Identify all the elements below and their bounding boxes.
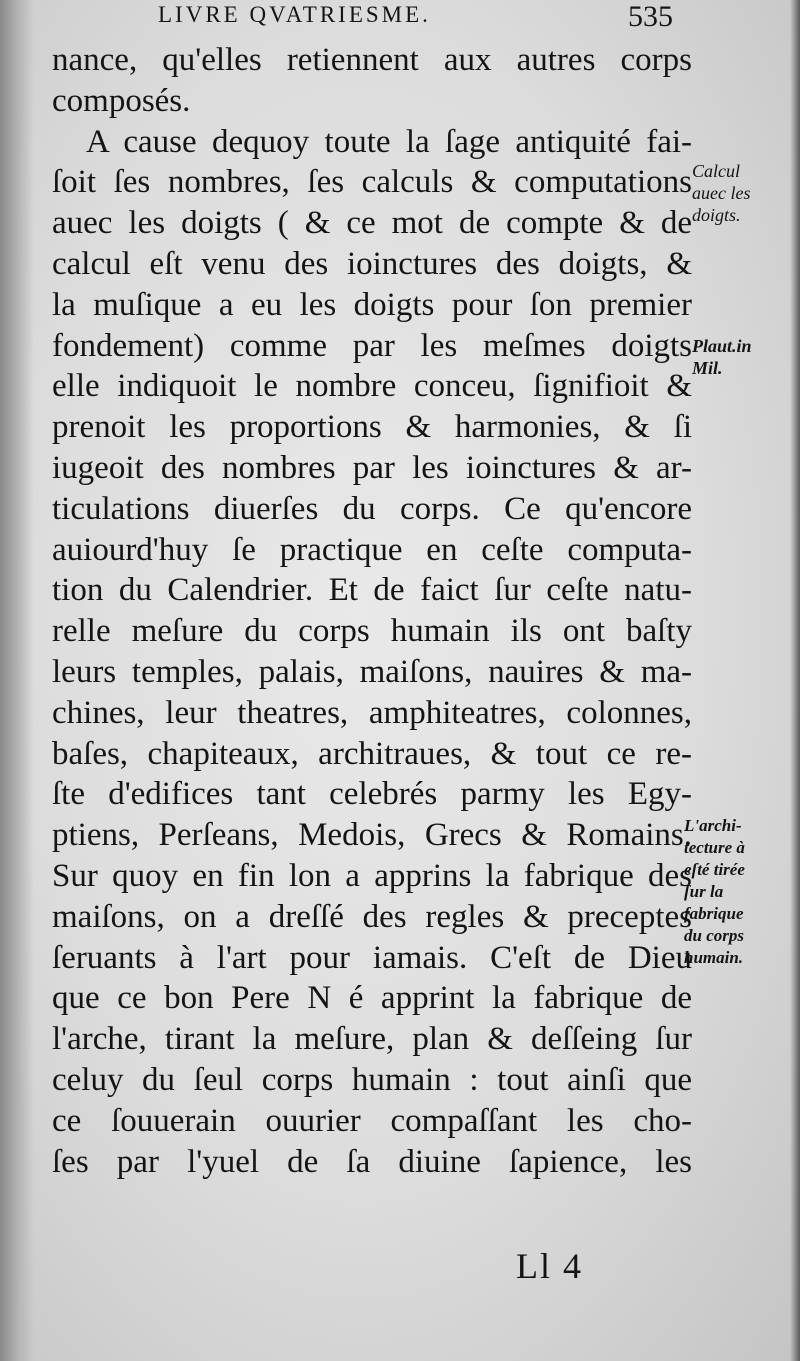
gutter-shadow (0, 0, 34, 1361)
signature-mark: Ll 4 (516, 1246, 583, 1286)
margin-note-calcul (692, 160, 750, 226)
text-line: auec les doigts ( & ce mot de compte & de (52, 205, 692, 242)
margin-note-line: L'archi- (684, 816, 742, 835)
running-head: LIVRE QVATRIESME. (158, 2, 431, 27)
text-line: que ce bon Pere N é apprint la fabrique de (52, 980, 692, 1017)
text-line: tion du Calendrier. Et de faict ſur ceſte natu- (52, 572, 692, 609)
text-line: auiourd'huy ſe practique en ceſte computa- (52, 531, 692, 568)
margin-note-architecture (684, 815, 745, 969)
text-line: leurs temples, palais, maiſons, nauires & ma- (52, 653, 692, 690)
text-line: ſeruants à l'art pour iamais. C'eſt de Dieu (52, 939, 692, 976)
margin-note-line: tecture à (684, 838, 745, 857)
text-line: relle meſure du corps humain ils ont baſty (52, 613, 692, 650)
margin-note-line: humain. (684, 948, 744, 967)
text-line: ce ſouuerain ouurier compaſſant les cho- (52, 1102, 692, 1139)
margin-note-line: eſté tirée (684, 860, 745, 879)
text-line: l'arche, tirant la meſure, plan & deſſeing ſur (52, 1021, 692, 1058)
margin-note-plaut (692, 335, 752, 379)
text-line: composés. (52, 82, 191, 119)
text-line: ticulations diuerſes du corps. Ce qu'encore (52, 490, 692, 527)
text-line: ſoit ſes nombres, ſes calculs & computations (52, 164, 692, 201)
page-number: 535 (628, 0, 673, 33)
text-line: iugeoit des nombres par les ioinctures & ar- (52, 449, 692, 486)
margin-note-line: doigts. (692, 205, 741, 225)
text-line: prenoit les proportions & harmonies, & ſi (52, 409, 692, 446)
text-line: ptiens, Perſeans, Medois, Grecs & Romains. (52, 817, 692, 854)
text-line: baſes, chapiteaux, architraues, & tout ce re- (52, 735, 692, 772)
text-line: fondement) comme par les meſmes doigts (52, 327, 692, 364)
text-line: la muſique a eu les doigts pour ſon premier (52, 286, 692, 323)
margin-note-line: Plaut.in (692, 336, 752, 356)
text-line: Sur quoy en fin lon a apprins la fabrique des (52, 857, 692, 894)
margin-note-line: fabrique (684, 904, 744, 923)
text-line: elle indiquoit le nombre conceu, ſignifioit & (52, 368, 692, 405)
text-line: celuy du ſeul corps humain : tout ainſi que (52, 1061, 692, 1098)
text-line: calcul eſt venu des ioinctures des doigts, & (52, 245, 692, 282)
text-line: A cause dequoy toute la ſage antiquité fai- (86, 123, 692, 160)
margin-note-line: Calcul (692, 161, 740, 181)
text-line: chines, leur theatres, amphiteatres, colonnes, (52, 694, 692, 731)
page-edge-shadow (790, 0, 800, 1361)
text-line: nance, qu'elles retiennent aux autres corps (52, 42, 692, 78)
text-line: maiſons, on a dreſſé des regles & preceptes (52, 898, 692, 935)
margin-note-line: du corps (684, 926, 744, 945)
body-text (52, 40, 692, 1182)
text-line: ſes par l'yuel de ſa diuine ſapience, les (52, 1143, 692, 1180)
margin-note-line: ſur la (684, 882, 724, 901)
margin-note-line: Mil. (692, 358, 723, 378)
margin-note-line: auec les (692, 183, 751, 203)
text-line: ſte d'edifices tant celebrés parmy les Egy- (52, 776, 692, 813)
